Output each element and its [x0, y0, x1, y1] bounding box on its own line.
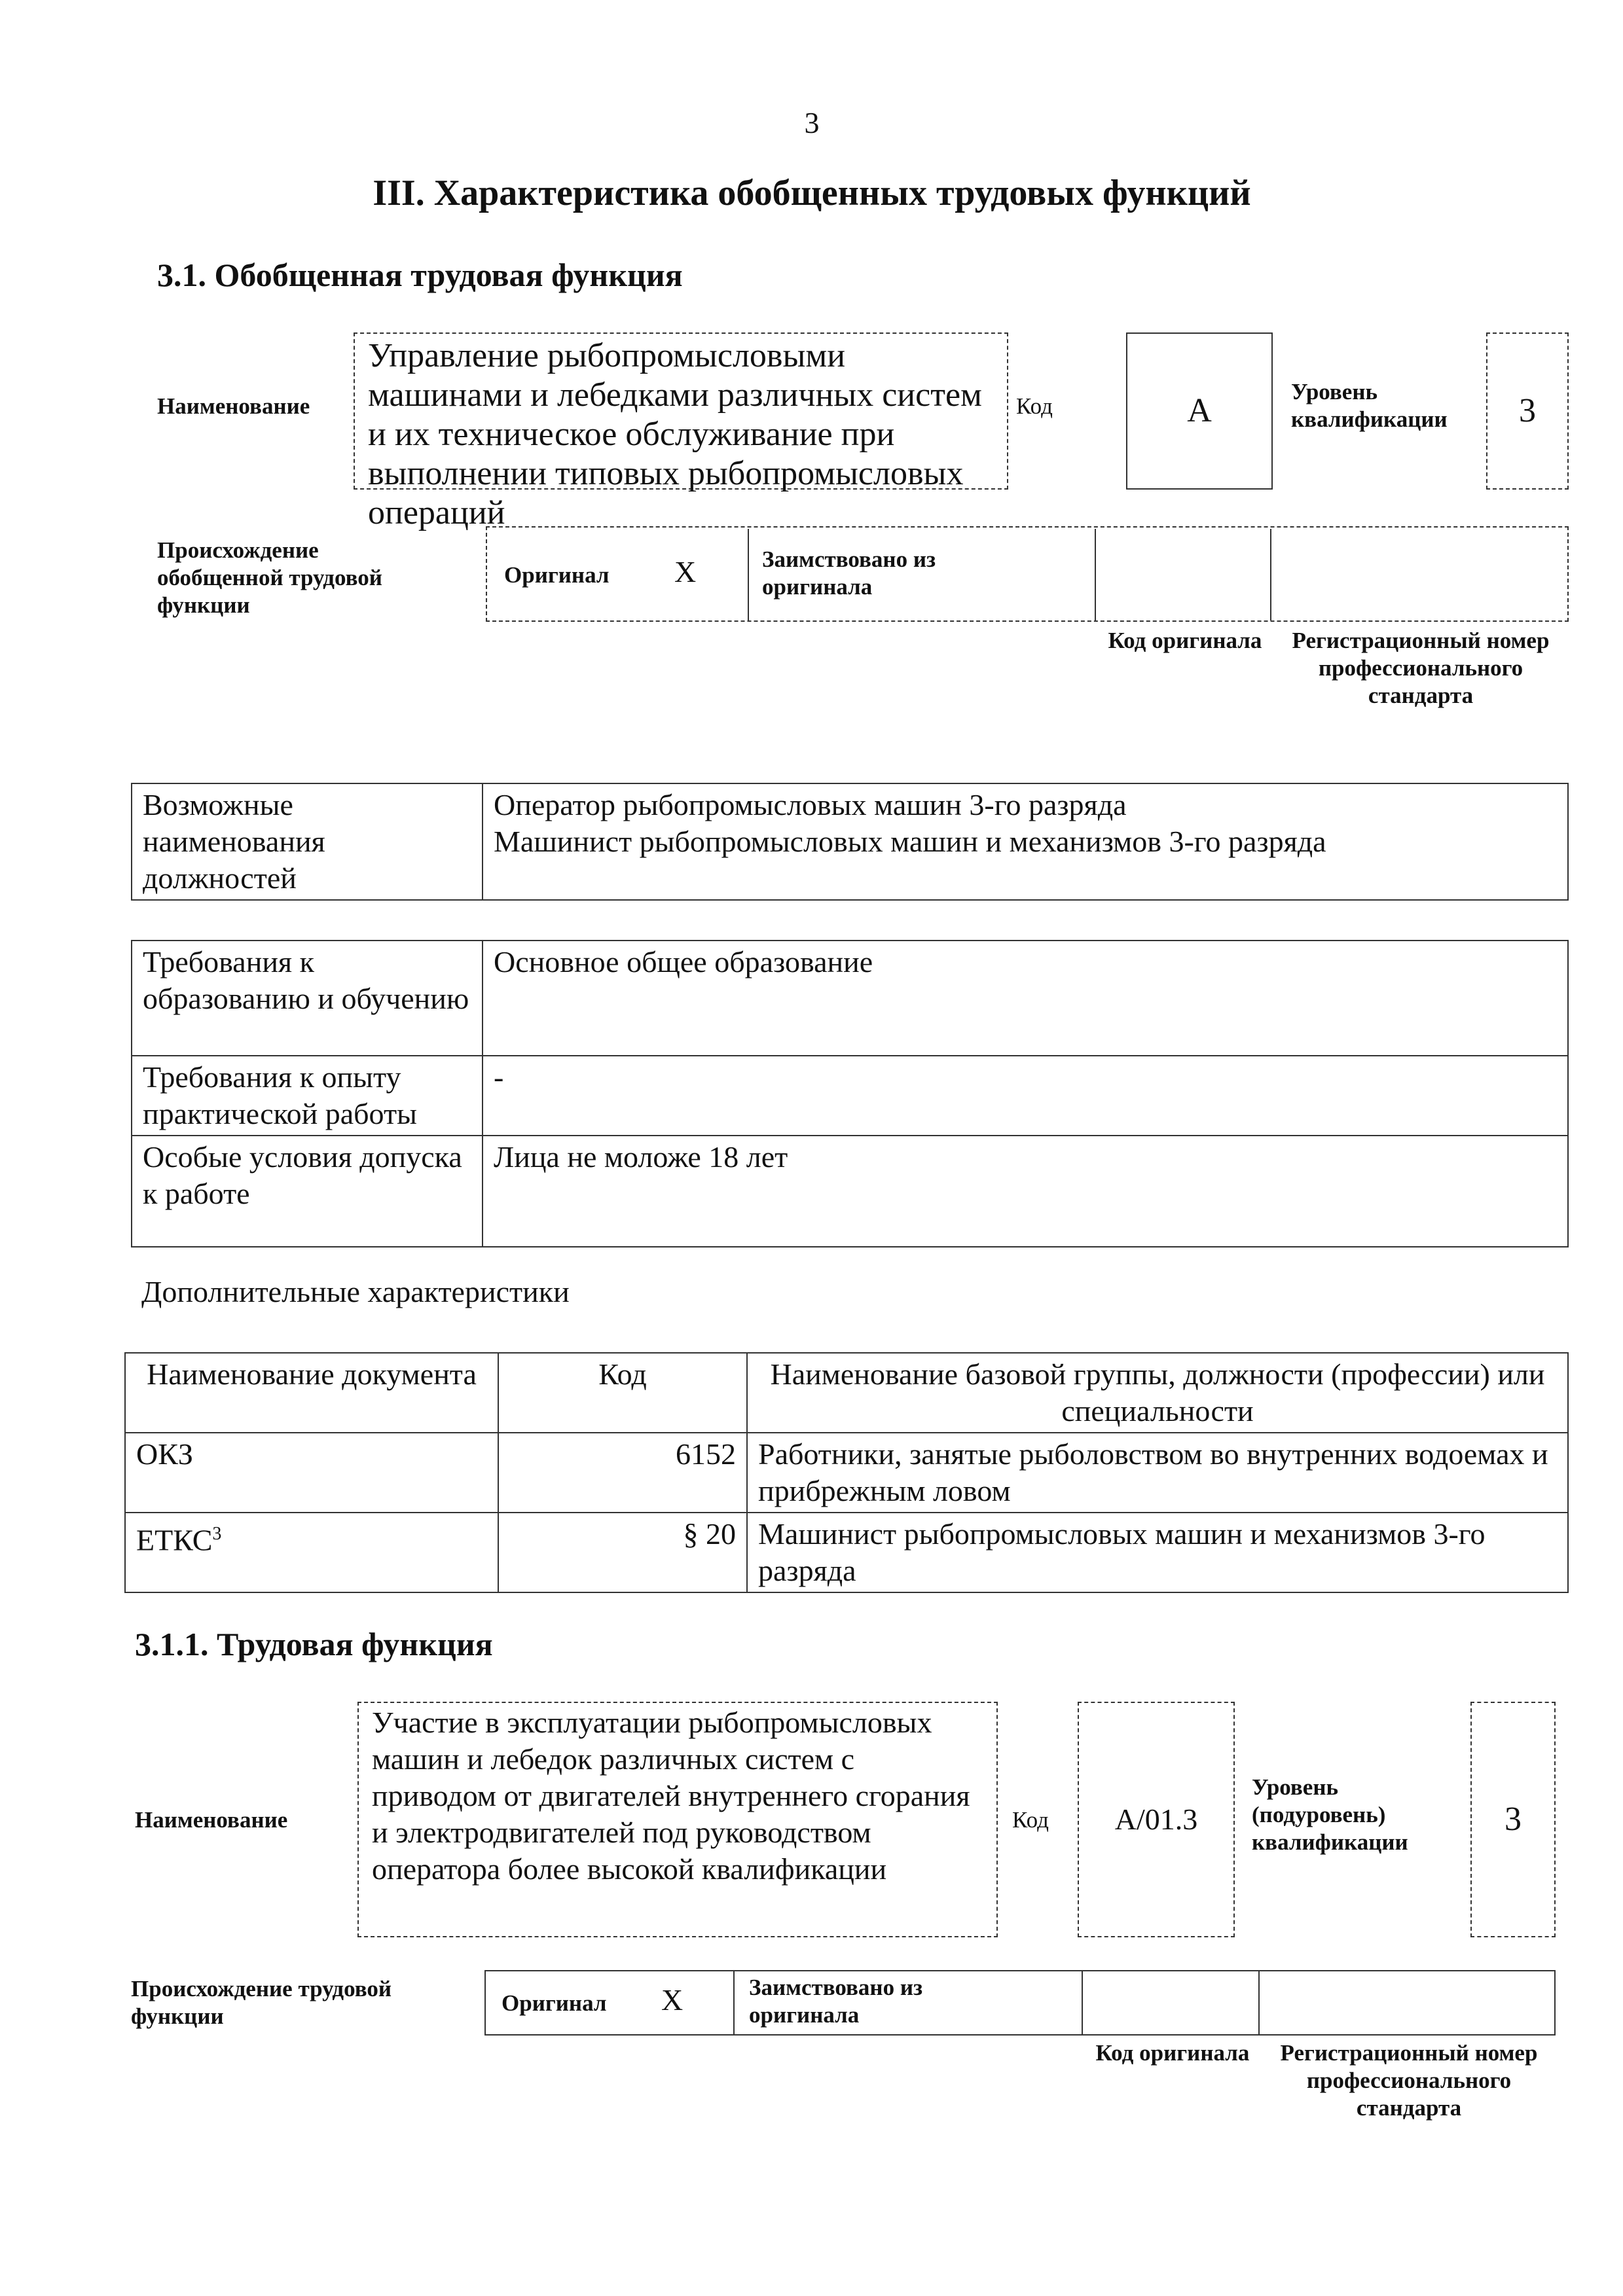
tf-name-box	[357, 1702, 998, 1937]
positions-values	[483, 783, 1568, 900]
table-row	[125, 1433, 1568, 1513]
additional-heading: Дополнительные характеристики	[141, 1275, 570, 1308]
tf-origin-label: Происхождение трудовой функции	[131, 1976, 392, 2029]
gtf-borrowed-label: Заимствовано из оригинала	[762, 547, 936, 600]
gtf-name-box	[354, 332, 1008, 531]
req-value: -	[483, 1056, 1568, 1136]
row-doc	[125, 1433, 498, 1513]
tf-level-label: Уровень (подуровень) квалификации	[1252, 1774, 1408, 1855]
page-number: 3	[804, 106, 820, 139]
req-value: Основное общее образование	[483, 941, 1568, 1056]
row-doc	[125, 1513, 498, 1592]
gtf-name-label: Наименование	[157, 393, 310, 419]
tf-level-value: 3	[1504, 1801, 1522, 1838]
row-code: § 20	[498, 1513, 747, 1592]
requirements-table	[131, 940, 1569, 1247]
tf-origin-divider-3	[1258, 1971, 1260, 2034]
tf-name-label: Наименование	[135, 1807, 288, 1833]
gtf-level-value: 3	[1519, 392, 1536, 429]
tf-name-value: Участие в эксплуатации рыбопромысловых машин и лебедок различных систем с приводом от двигателей внутреннего сгорания и электродвигателей под руководством оператора более высокой квалификации	[372, 1706, 970, 1886]
position-item: Машинист рыбопромысловых машин и механизмов 3-го разряда	[494, 825, 1326, 858]
section-title: III. Характеристика обобщенных трудовых функций	[373, 173, 1251, 213]
positions-table	[131, 783, 1569, 901]
gtf-origin-divider-1	[748, 529, 749, 620]
gtf-original-label: Оригинал	[504, 562, 610, 588]
tf-origin-divider-1	[733, 1971, 735, 2034]
tf-code-label: Код	[1012, 1807, 1049, 1833]
tf-code-original-caption: Код оригинала	[1095, 2040, 1250, 2066]
row-doc-text: ОКЗ	[136, 1437, 193, 1471]
gtf-origin-divider-2	[1095, 529, 1096, 620]
tf-reg-number-caption: Регистрационный номер профессионального стандарта	[1280, 2040, 1538, 2121]
gtf-code-original-caption: Код оригинала	[1108, 628, 1262, 653]
row-code: 6152	[498, 1433, 747, 1513]
additional-table	[124, 1352, 1569, 1593]
row-name: Машинист рыбопромысловых машин и механизмов 3-го разряда	[747, 1513, 1568, 1592]
gtf-code-value: А	[1187, 392, 1212, 429]
row-doc-footnote: 3	[212, 1524, 222, 1544]
tf-borrowed-label: Заимствовано из оригинала	[749, 1975, 923, 2028]
tf-origin-box	[484, 1970, 1556, 2036]
tf-heading: 3.1.1. Трудовая функция	[135, 1626, 493, 1662]
tf-origin-divider-2	[1082, 1971, 1083, 2034]
req-value: Лица не моложе 18 лет	[483, 1136, 1568, 1247]
gtf-origin-label: Происхождение обобщенной трудовой функции	[157, 537, 382, 618]
gtf-name-value: Управление рыбопромысловыми машинами и лебедками различных систем и их техническое обслуживание при выполнении типовых рыбопромысловых операций	[368, 337, 982, 531]
gtf-heading: 3.1. Обобщенная трудовая функция	[157, 257, 683, 293]
col-header-doc: Наименование документа	[125, 1353, 498, 1433]
gtf-reg-number-caption: Регистрационный номер профессионального стандарта	[1292, 628, 1550, 708]
positions-label: Возможные наименования должностей	[132, 783, 483, 900]
row-doc-text: ЕТКС	[136, 1523, 213, 1557]
tf-code-box	[1078, 1702, 1235, 1937]
table-row	[125, 1513, 1568, 1592]
req-label: Требования к образованию и обучению	[132, 941, 483, 1056]
tf-level-box	[1470, 1702, 1556, 1937]
req-label: Требования к опыту практической работы	[132, 1056, 483, 1136]
gtf-original-mark: Х	[674, 555, 697, 588]
gtf-origin-divider-3	[1270, 529, 1271, 620]
gtf-code-box	[1126, 332, 1273, 490]
gtf-level-box	[1486, 332, 1569, 490]
tf-original-mark: Х	[661, 1983, 684, 2017]
tf-original-label: Оригинал	[501, 1990, 607, 2016]
row-name: Работники, занятые рыболовством во внутренних водоемах и прибрежным ловом	[747, 1433, 1568, 1513]
tf-code-value: А/01.3	[1114, 1803, 1198, 1836]
req-label: Особые условия допуска к работе	[132, 1136, 483, 1247]
col-header-name: Наименование базовой группы, должности (профессии) или специальности	[747, 1353, 1568, 1433]
gtf-origin-box	[486, 526, 1569, 622]
gtf-code-label: Код	[1016, 393, 1053, 419]
gtf-level-label: Уровень квалификации	[1291, 379, 1448, 432]
col-header-code: Код	[498, 1353, 747, 1433]
position-item: Оператор рыбопромысловых машин 3-го разряда	[494, 788, 1127, 821]
